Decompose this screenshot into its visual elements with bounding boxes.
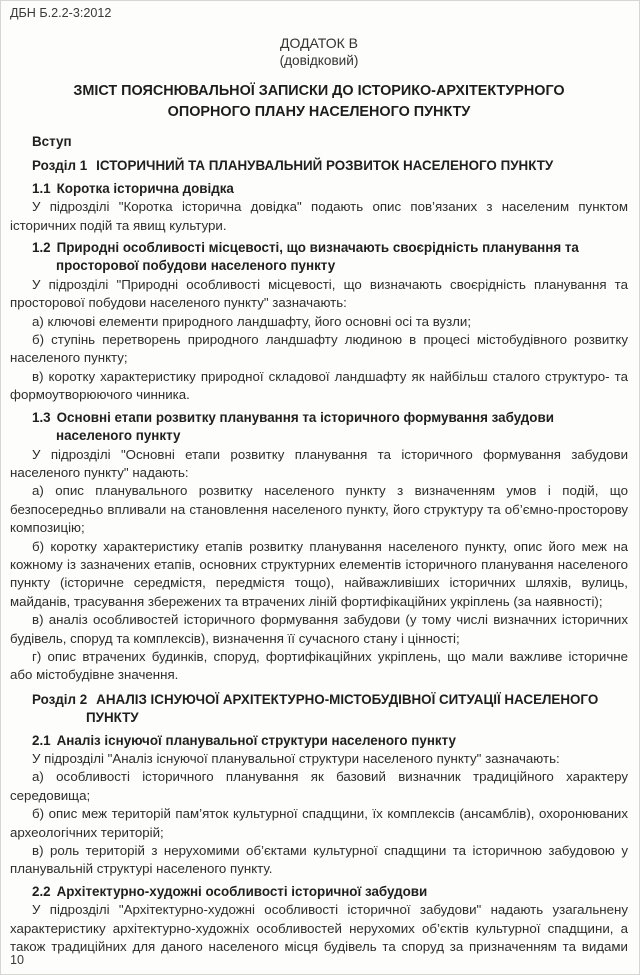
heading-1-1	[32, 180, 628, 198]
heading-section-2-num: Розділ 2	[32, 691, 88, 707]
heading-2-1-title: Аналіз існуючої планувальної структури населеного пункту	[56, 732, 456, 748]
heading-2-1-num: 2.1	[32, 732, 51, 748]
paragraph-1-2: У підрозділі "Природні особливості місцевості, що визначають своєрідність планування та просторової побудови населеного пункту" зазначають:	[10, 276, 628, 311]
appendix-kind: (довідковий)	[279, 53, 359, 68]
heading-1-3-num: 1.3	[32, 409, 51, 425]
list-item-1-2-b: б) ступінь перетворень природного ландшафту людиною в процесі містобудівного розвитку населеного пункту;	[10, 332, 628, 366]
heading-section-1-title: ІСТОРИЧНИЙ ТА ПЛАНУВАЛЬНИЙ РОЗВИТОК НАСЕЛЕНОГО ПУНКТУ	[96, 158, 554, 174]
heading-section-2-text	[32, 691, 628, 728]
list-item-2-1-b: б) опис меж територій пам’яток культурної спадщини, їх комплексів (ансамблів), охоронюваних археологічних територій;	[10, 806, 628, 840]
paragraph-1-1: У підрозділі "Коротка історична довідка" подають опис пов’язаних з населеним пунктом історичних подій та явищ культури.	[10, 199, 628, 233]
heading-intro: Вступ	[32, 134, 72, 149]
list-item-1-3-g: г) опис втрачених будинків, споруд, фортифікаційних укріплень, що мали важливе історичне або містобудівне значення.	[10, 648, 628, 683]
heading-2-1-text	[32, 732, 628, 750]
list-item-1-3-v: в) аналіз особливостей історичного формування забудови (у тому числі визначних історичних будівель, споруд та комплексів), визначення її сучасного стану і цінності;	[10, 612, 628, 646]
heading-2-2-title: Архітектурно-художні особливості історичної забудови	[56, 883, 428, 899]
heading-1-1-num: 1.1	[32, 180, 51, 196]
heading-2-2-num: 2.2	[32, 883, 51, 899]
list-item-1-2-v: в) коротку характеристику природної складової ландшафту як найбільш сталого структуро- та формоутворюючого чинника.	[10, 368, 628, 403]
heading-1-1-title: Коротка історична довідка	[56, 180, 234, 196]
heading-1-3-title: Основні етапи розвитку планування та історичного формування забудови населеного пункту	[56, 409, 554, 444]
page-title-line-2: ОПОРНОГО ПЛАНУ НАСЕЛЕНОГО ПУНКТУ	[167, 104, 471, 120]
heading-2-2	[32, 883, 628, 901]
heading-1-3-text	[32, 409, 628, 446]
heading-1-2-text	[32, 239, 628, 276]
heading-1-2-title: Природні особливості місцевості, що визначають своєрідність планування та просторової побудови населеного пункту	[56, 240, 579, 274]
page-number: 10	[10, 952, 25, 967]
page-title-line-1: ЗМІСТ ПОЯСНЮВАЛЬНОЇ ЗАПИСКИ ДО ІСТОРИКО-АРХІТЕКТУРНОГО	[73, 83, 565, 99]
heading-section-1	[32, 157, 628, 175]
paragraph-1-3: У підрозділі "Основні етапи розвитку планування та історичного формування забудови населеного пункту" надають:	[10, 446, 628, 480]
doc-code: ДБН Б.2.2-3:2012	[10, 6, 112, 20]
heading-1-2-num: 1.2	[32, 240, 51, 256]
paragraph-2-1: У підрозділі "Аналіз існуючої планувальної структури населеного пункту" зазначають:	[32, 751, 560, 766]
heading-section-1-num: Розділ 1	[32, 158, 88, 174]
list-item-1-3-b: б) коротку характеристику етапів розвитку планування населеного пункту, опис його меж на кожному із зазначених етапів, основних структурних елементів історичного планування населеного пункту (історичне середмістя, передмістя тощо), найважливіших історичних шляхів, вулиць, майданів, трасування збережених та втрачених ліній фортифікаційних укріплень (за наявності);	[10, 538, 628, 609]
heading-section-2-title: АНАЛІЗ ІСНУЮЧОЇ АРХІТЕКТУРНО-МІСТОБУДІВНОЇ СИТУАЦІЇ НАСЕЛЕНОГО ПУНКТУ	[86, 691, 599, 726]
list-item-2-1-v: в) роль територій з нерухомими об’єктами культурної спадщини та історичною забудовою у планувальній структурі населеного пункту.	[10, 843, 628, 877]
heading-2-1	[32, 732, 628, 750]
heading-1-1-text	[32, 180, 628, 198]
heading-section-1-text	[32, 157, 628, 175]
paragraph-2-2: У підрозділі "Архітектурно-художні особливості історичної забудови" надають узагальнену характеристику архітектурно-художніх особливостей нерухомих об’єктів культурної спадщини, а також традиційних для даного населеного місця будівель та споруд за призначенням та видами	[10, 902, 628, 955]
heading-1-2	[32, 239, 628, 276]
list-item-2-1-a: а) особливості історичного планування як базовий визначник традиційного характеру середовища;	[10, 769, 628, 803]
page-title	[10, 81, 628, 123]
appendix-label: ДОДАТОК В	[280, 35, 358, 51]
heading-2-2-text	[32, 883, 628, 901]
list-item-1-2-a: а) ключові елементи природного ландшафту, його основні осі та вузли;	[32, 313, 472, 329]
heading-1-3	[32, 409, 628, 446]
list-item-1-3-a: а) опис планувального розвитку населеного пункту з визначенням умов і подій, що безпосередньо впливали на становлення населеного пункту, його структуру та об’ємно-просторову композицію;	[10, 483, 628, 536]
heading-section-2	[32, 691, 628, 728]
